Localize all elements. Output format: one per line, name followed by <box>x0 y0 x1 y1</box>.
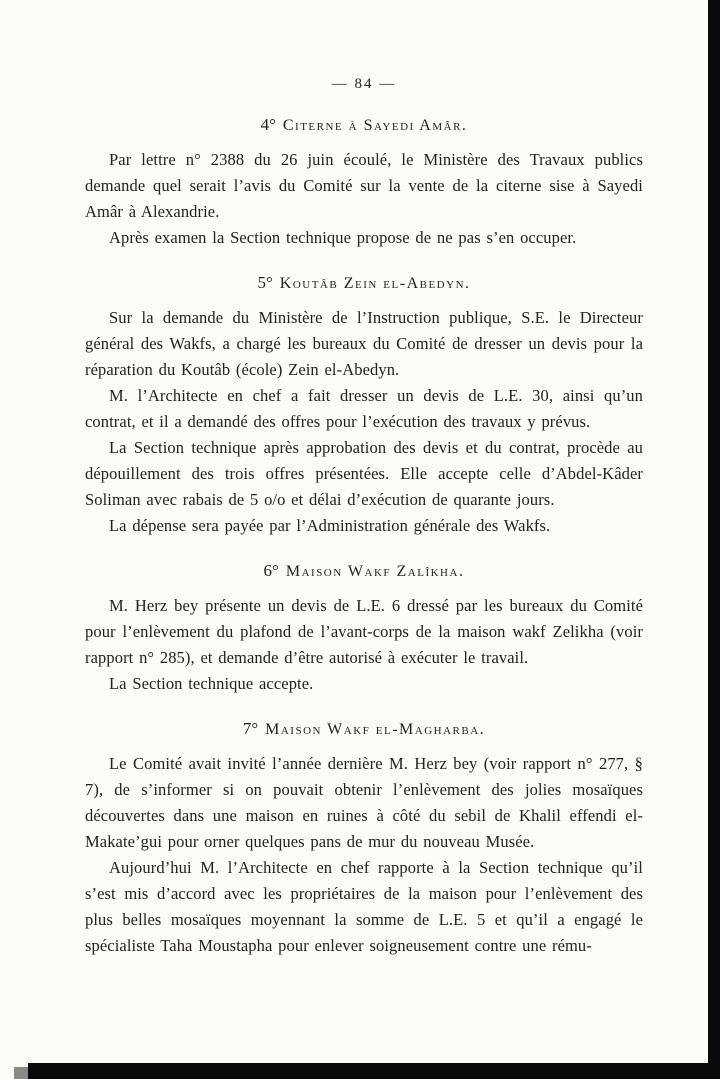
section-heading <box>85 561 643 581</box>
section-heading <box>85 719 643 739</box>
section-title: Maison Wakf Zalîkha. <box>285 563 465 580</box>
paragraph: La dépense sera payée par l’Administration générale des Wakfs. <box>109 516 551 535</box>
paragraph: Le Comité avait invité l’année dernière M. Herz bey (voir rapport n° 277, § 7), de s’informer si on pouvait obtenir l’enlèvement des jolies mosaïques découvertes dans une maison en ruines à côté du sebil de Khalil effendi el-Makate’gui pour orner quelques pans de mur du nouveau Musée. <box>85 754 643 851</box>
section-number: 7° <box>242 719 259 738</box>
paragraph: Après examen la Section technique propose de ne pas s’en occuper. <box>109 228 577 247</box>
section-title: Koutâb Zein el-Abedyn. <box>279 275 471 292</box>
paragraph: Par lettre n° 2388 du 26 juin écoulé, le Ministère des Travaux publics demande quel serait l’avis du Comité sur la vente de la citerne sise à Sayedi Amâr à Alexandrie. <box>85 150 643 221</box>
section-title: Maison Wakf el-Magharba. <box>265 721 486 738</box>
section-heading <box>85 115 643 135</box>
paragraph: La Section technique après approbation des devis et du contrat, procède au dépouillement des trois offres présentées. Elle accepte celle d’Abdel-Kâder Soliman avec rabais de 5 o/o et délai d’exécution de quarante jours. <box>85 438 643 509</box>
paragraph: La Section technique accepte. <box>109 674 314 693</box>
scan-edge-bottom <box>28 1063 720 1079</box>
section-heading <box>85 273 643 293</box>
section-maison-wakf-zalikha <box>85 561 643 697</box>
scan-edge-right <box>708 0 720 1079</box>
section-number: 4° <box>260 115 276 134</box>
section-citerne-sayedi-amar <box>85 115 643 251</box>
page-number: — 84 — <box>331 76 397 92</box>
section-number: 5° <box>257 273 273 292</box>
paragraph: Aujourd’hui M. l’Architecte en chef rapporte à la Section technique qu’il s’est mis d’accord avec les propriétaires de la maison pour l’enlèvement des plus belles mosaïques moyennant la somme de L.E. 5 et qu’il a engagé le spécialiste Taha Moustapha pour enlever soigneusement contre une rému- <box>85 858 643 955</box>
paragraph: Sur la demande du Ministère de l’Instruction publique, S.E. le Directeur général des Wakfs, a chargé les bureaux du Comité de dresser un devis pour la réparation du Koutâb (école) Zein el-Abedyn. <box>85 308 643 379</box>
paragraph: M. l’Architecte en chef a fait dresser un devis de L.E. 30, ainsi qu’un contrat, et il a demandé des offres pour l’exécution des travaux y prévus. <box>85 386 643 431</box>
section-title: Citerne à Sayedi Amâr. <box>282 117 468 134</box>
section-maison-wakf-el-magharba <box>85 719 643 959</box>
paragraph: M. Herz bey présente un devis de L.E. 6 dressé par les bureaux du Comité pour l’enlèvement du plafond de l’avant-corps de la maison wakf Zelikha (voir rapport n° 285), et demande d’être autorisé à exécuter le travail. <box>85 596 643 667</box>
section-koutab-zein-el-abedyn <box>85 273 643 539</box>
page-content <box>85 76 643 959</box>
section-number: 6° <box>263 561 279 580</box>
